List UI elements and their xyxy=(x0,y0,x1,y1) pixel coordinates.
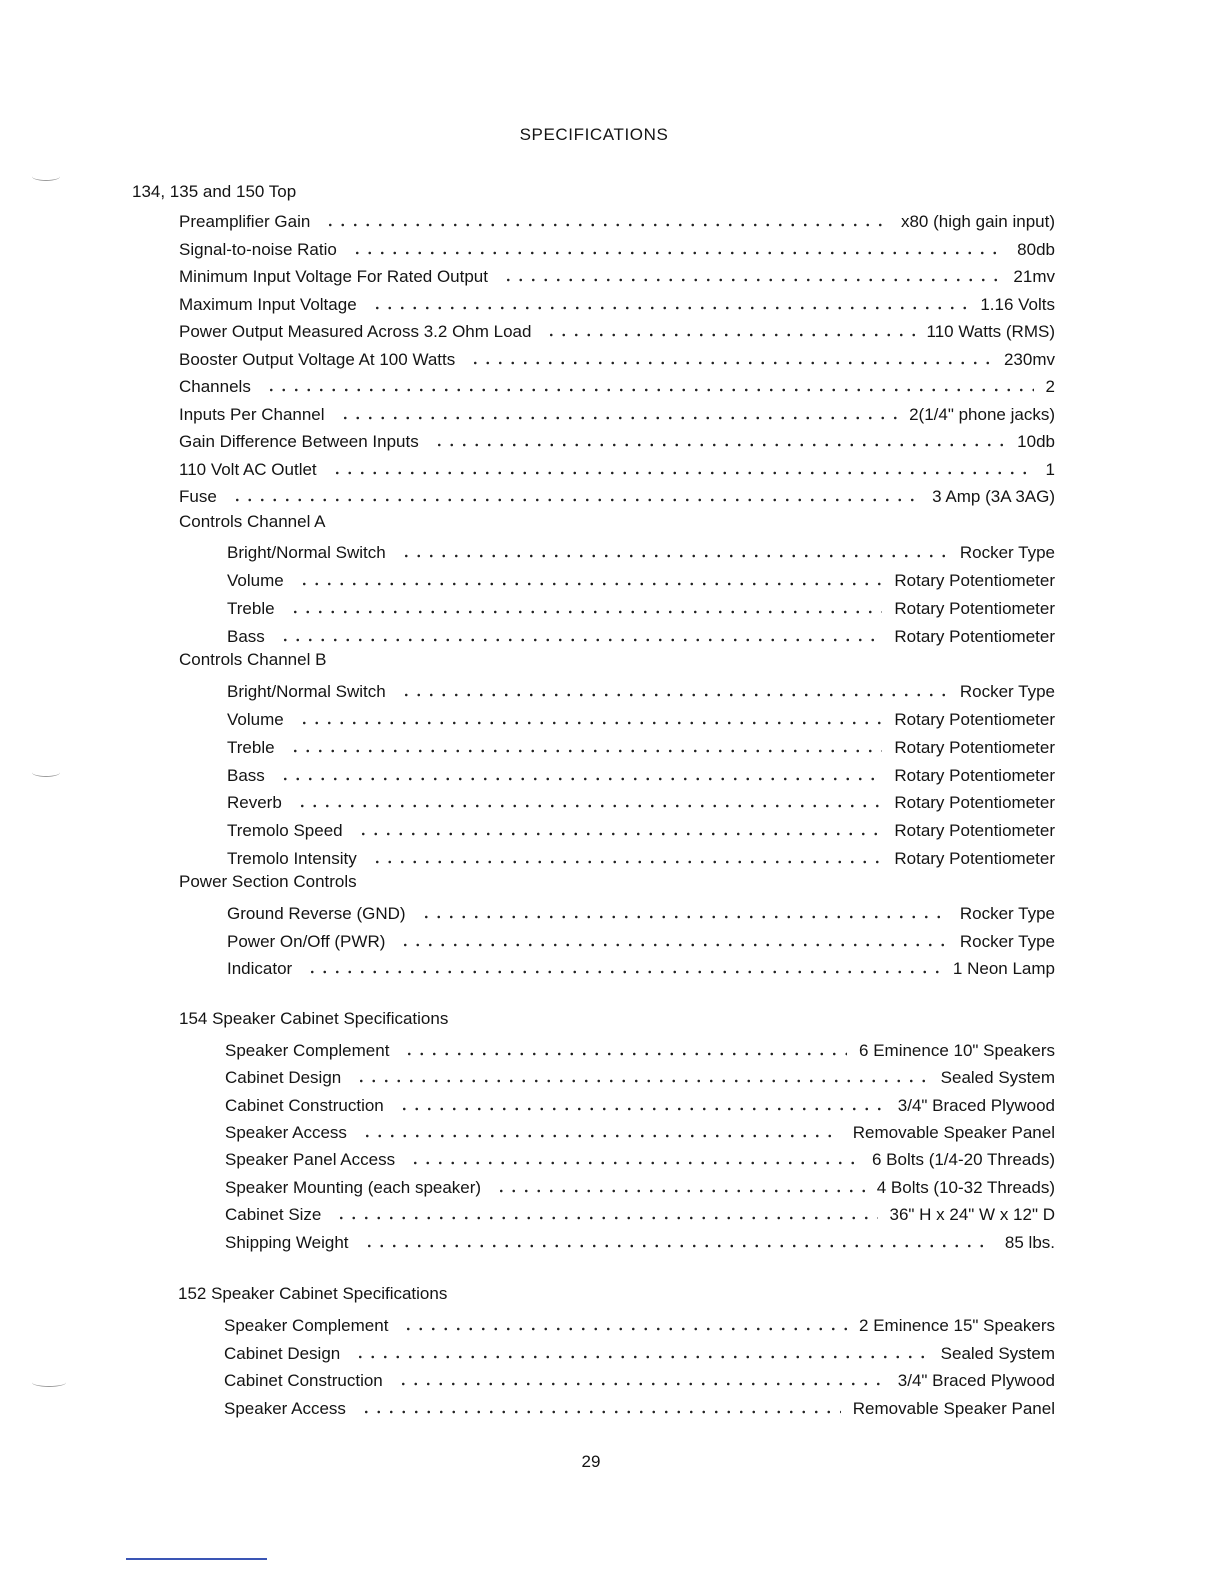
dot-leader xyxy=(296,804,883,808)
dot-leader xyxy=(357,832,883,836)
spec-row xyxy=(227,680,1055,702)
spec-label: Preamplifier Gain xyxy=(179,212,311,231)
dot-leader xyxy=(298,582,883,586)
spec-value: Rotary Potentiometer xyxy=(894,571,1055,590)
spec-row xyxy=(227,930,1055,952)
spec-row xyxy=(224,1342,1055,1364)
dot-leader xyxy=(402,1327,847,1331)
spec-row xyxy=(227,569,1055,591)
spec-row xyxy=(227,736,1055,758)
spec-label: Bright/Normal Switch xyxy=(227,682,386,701)
dot-leader xyxy=(371,306,969,310)
spec-row xyxy=(225,1039,1055,1061)
spec-value: Sealed System xyxy=(940,1068,1055,1087)
dot-leader xyxy=(231,498,920,502)
spec-label: Speaker Panel Access xyxy=(225,1150,396,1169)
spec-row xyxy=(227,791,1055,813)
spec-label: Cabinet Construction xyxy=(224,1371,383,1390)
spec-label: Bright/Normal Switch xyxy=(227,543,386,562)
spec-label: Speaker Complement xyxy=(225,1041,390,1060)
dot-leader xyxy=(361,1134,841,1138)
spec-row xyxy=(179,238,1055,260)
spec-label: Gain Difference Between Inputs xyxy=(179,432,419,451)
spec-label: Fuse xyxy=(179,487,217,506)
spec-label: Cabinet Design xyxy=(225,1068,342,1087)
spec-row xyxy=(179,210,1055,232)
spec-label: Tremolo Speed xyxy=(227,821,343,840)
spec-label: Ground Reverse (GND) xyxy=(227,904,406,923)
spec-value: 3/4" Braced Plywood xyxy=(897,1371,1055,1390)
spec-row xyxy=(225,1203,1055,1225)
spec-label: Cabinet Size xyxy=(225,1205,322,1224)
spec-row xyxy=(179,403,1055,425)
spec-value: Removable Speaker Panel xyxy=(852,1123,1055,1142)
dot-leader xyxy=(400,554,948,558)
dot-leader xyxy=(355,1079,928,1083)
spec-label: Reverb xyxy=(227,793,282,812)
page-title: SPECIFICATIONS xyxy=(519,125,669,144)
spec-label: Speaker Mounting (each speaker) xyxy=(225,1178,482,1197)
spec-label: Bass xyxy=(227,627,265,646)
spec-row xyxy=(179,293,1055,315)
spec-row xyxy=(227,597,1055,619)
dot-leader xyxy=(420,915,948,919)
dot-leader xyxy=(298,721,883,725)
dot-leader xyxy=(335,1216,877,1220)
dot-leader xyxy=(279,638,883,642)
spec-value: 6 Bolts (1/4-20 Threads) xyxy=(872,1150,1055,1169)
spec-label: Speaker Access xyxy=(224,1399,346,1418)
spec-row xyxy=(227,764,1055,786)
spec-row xyxy=(225,1066,1055,1088)
spec-value: Sealed System xyxy=(940,1344,1055,1363)
spec-value: Rocker Type xyxy=(959,904,1055,923)
dot-leader xyxy=(279,777,883,781)
dot-leader xyxy=(360,1410,841,1414)
spec-value: 36" H x 24" W x 12" D xyxy=(889,1205,1055,1224)
spec-row xyxy=(179,458,1055,480)
spec-value: 2(1/4" phone jacks) xyxy=(909,405,1055,424)
spec-value: Rocker Type xyxy=(959,932,1055,951)
spec-row xyxy=(227,902,1055,924)
spec-label: 110 Volt AC Outlet xyxy=(179,460,317,479)
spec-row xyxy=(227,957,1055,979)
dot-leader xyxy=(502,278,1001,282)
spec-value: 10db xyxy=(1017,432,1055,451)
spec-value: Rocker Type xyxy=(959,543,1055,562)
binder-hole-mark xyxy=(32,1378,66,1387)
spec-value: 6 Eminence 10" Speakers xyxy=(859,1041,1055,1060)
spec-value: 230mv xyxy=(1003,350,1055,369)
spec-label: Booster Output Voltage At 100 Watts xyxy=(179,350,456,369)
spec-value: 1.16 Volts xyxy=(980,295,1055,314)
spec-value: 1 Neon Lamp xyxy=(952,959,1055,978)
spec-row xyxy=(225,1094,1055,1116)
page-number: 29 xyxy=(581,1452,601,1471)
spec-label: Power On/Off (PWR) xyxy=(227,932,386,951)
spec-value: Removable Speaker Panel xyxy=(852,1399,1055,1418)
dot-leader xyxy=(306,970,941,974)
spec-label: Treble xyxy=(227,738,275,757)
spec-row xyxy=(179,265,1055,287)
spec-value: 110 Watts (RMS) xyxy=(926,322,1055,341)
spec-row xyxy=(225,1148,1055,1170)
spec-value: Rotary Potentiometer xyxy=(894,793,1055,812)
spec-label: Shipping Weight xyxy=(225,1233,349,1252)
dot-leader xyxy=(469,361,992,365)
spec-row xyxy=(224,1314,1055,1336)
dot-leader xyxy=(400,693,948,697)
dot-leader xyxy=(398,1107,886,1111)
spec-value: 3 Amp (3A 3AG) xyxy=(932,487,1055,506)
spec-row xyxy=(227,819,1055,841)
dot-leader xyxy=(289,610,883,614)
binder-hole-mark xyxy=(32,768,60,777)
spec-row xyxy=(179,348,1055,370)
binder-hole-mark xyxy=(32,172,60,181)
dot-leader xyxy=(403,1052,847,1056)
spec-label: Speaker Complement xyxy=(224,1316,389,1335)
spec-value: x80 (high gain input) xyxy=(900,212,1055,231)
spec-row xyxy=(227,847,1055,869)
dot-leader xyxy=(324,223,889,227)
dot-leader xyxy=(433,443,1005,447)
spec-row xyxy=(224,1369,1055,1391)
spec-label: Maximum Input Voltage xyxy=(179,295,357,314)
dot-leader xyxy=(371,860,883,864)
dot-leader xyxy=(289,749,883,753)
spec-value: Rotary Potentiometer xyxy=(894,627,1055,646)
spec-value: 1 xyxy=(1045,460,1055,479)
cabinet-152-heading: 152 Speaker Cabinet Specifications xyxy=(178,1284,448,1303)
spec-value: Rotary Potentiometer xyxy=(894,738,1055,757)
spec-row xyxy=(227,708,1055,730)
spec-value: Rotary Potentiometer xyxy=(894,821,1055,840)
spec-label: Treble xyxy=(227,599,275,618)
spec-value: Rotary Potentiometer xyxy=(894,849,1055,868)
spec-row xyxy=(179,375,1055,397)
spec-value: Rotary Potentiometer xyxy=(894,766,1055,785)
spec-label: Bass xyxy=(227,766,265,785)
spec-label: Volume xyxy=(227,710,284,729)
spec-row xyxy=(225,1176,1055,1198)
dot-leader xyxy=(265,388,1034,392)
spec-label: Tremolo Intensity xyxy=(227,849,357,868)
spec-value: Rocker Type xyxy=(959,682,1055,701)
spec-row xyxy=(179,485,1055,507)
spec-label: Inputs Per Channel xyxy=(179,405,325,424)
spec-label: Channels xyxy=(179,377,251,396)
spec-label: Volume xyxy=(227,571,284,590)
spec-label: Power Output Measured Across 3.2 Ohm Load xyxy=(179,322,532,341)
spec-value: 85 lbs. xyxy=(1004,1233,1055,1252)
spec-row xyxy=(179,430,1055,452)
dot-leader xyxy=(399,943,947,947)
channel-a-heading: Controls Channel A xyxy=(179,512,326,531)
top-section-heading: 134, 135 and 150 Top xyxy=(132,182,297,201)
spec-row xyxy=(179,320,1055,342)
spec-row xyxy=(225,1121,1055,1143)
dot-leader xyxy=(351,251,1005,255)
dot-leader xyxy=(339,416,898,420)
dot-leader xyxy=(397,1382,886,1386)
spec-value: 2 xyxy=(1045,377,1055,396)
dot-leader xyxy=(354,1355,928,1359)
spec-label: Minimum Input Voltage For Rated Output xyxy=(179,267,488,286)
spec-value: 4 Bolts (10-32 Threads) xyxy=(876,1178,1055,1197)
spec-value: 3/4" Braced Plywood xyxy=(897,1096,1055,1115)
spec-label: Cabinet Construction xyxy=(225,1096,384,1115)
spec-value: 80db xyxy=(1017,240,1055,259)
power-section-heading: Power Section Controls xyxy=(179,872,357,891)
spec-value: 2 Eminence 15" Speakers xyxy=(859,1316,1055,1335)
spec-label: Cabinet Design xyxy=(224,1344,341,1363)
spec-label: Indicator xyxy=(227,959,293,978)
cabinet-154-heading: 154 Speaker Cabinet Specifications xyxy=(179,1009,449,1028)
spec-row xyxy=(224,1397,1055,1419)
dot-leader xyxy=(409,1161,860,1165)
spec-row xyxy=(227,625,1055,647)
scan-edge-line xyxy=(126,1558,267,1560)
dot-leader xyxy=(495,1189,865,1193)
spec-value: Rotary Potentiometer xyxy=(894,710,1055,729)
dot-leader xyxy=(331,471,1034,475)
spec-row xyxy=(225,1231,1055,1253)
channel-b-heading: Controls Channel B xyxy=(179,650,327,669)
dot-leader xyxy=(363,1244,993,1248)
spec-value: Rotary Potentiometer xyxy=(894,599,1055,618)
dot-leader xyxy=(545,333,914,337)
spec-label: Signal-to-noise Ratio xyxy=(179,240,337,259)
spec-row xyxy=(227,541,1055,563)
spec-value: 21mv xyxy=(1013,267,1055,286)
spec-label: Speaker Access xyxy=(225,1123,347,1142)
